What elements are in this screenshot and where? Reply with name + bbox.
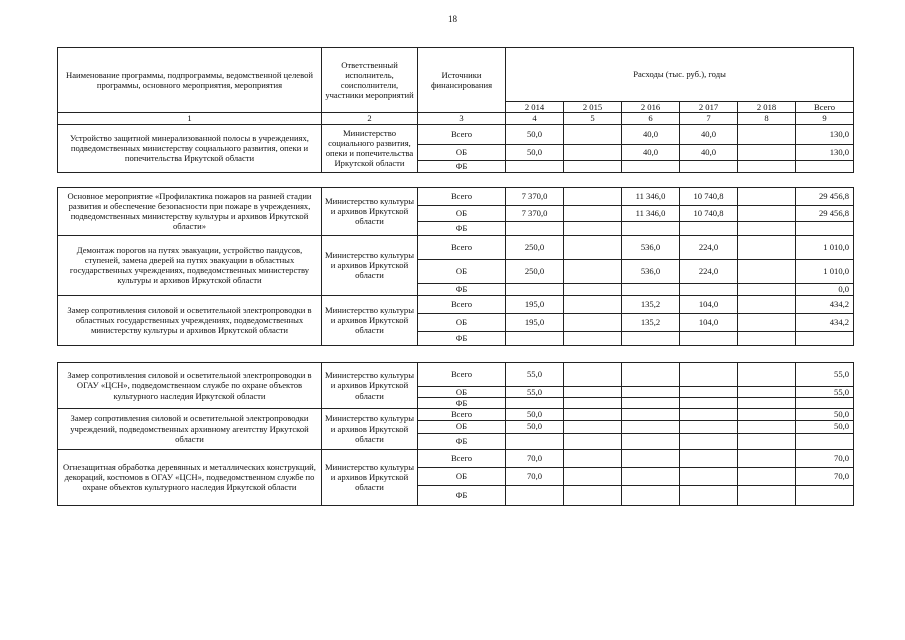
funding-source: ФБ [418, 433, 506, 449]
activity-name: Демонтаж порогов на путях эвакуации, устройство пандусов, ступеней, замена дверей на путях эвакуации в областных государственных учреждениях, подведомственных министерству культуры и архивов Иркутской области [58, 235, 322, 295]
total-value [796, 485, 854, 505]
year-value [738, 485, 796, 505]
spacer-cell [58, 172, 854, 187]
year-value [622, 449, 680, 467]
total-value: 70,0 [796, 449, 854, 467]
year-value [622, 160, 680, 172]
table-row [58, 235, 854, 259]
year-value [738, 449, 796, 467]
header-year: 2 014 [506, 102, 564, 113]
year-value: 135,2 [622, 313, 680, 331]
year-value [680, 397, 738, 408]
year-value [680, 449, 738, 467]
funding-source: ОБ [418, 420, 506, 433]
year-value: 50,0 [506, 420, 564, 433]
year-value [738, 221, 796, 235]
column-number: 4 [506, 113, 564, 124]
total-value [796, 331, 854, 345]
year-value [738, 205, 796, 221]
total-value: 55,0 [796, 362, 854, 386]
year-value: 7 370,0 [506, 187, 564, 205]
year-value: 224,0 [680, 259, 738, 283]
column-number: 3 [418, 113, 506, 124]
year-value: 50,0 [506, 409, 564, 420]
header-year: 2 018 [738, 102, 796, 113]
funding-source: ФБ [418, 160, 506, 172]
year-value [738, 160, 796, 172]
year-value [564, 467, 622, 485]
year-value [680, 331, 738, 345]
funding-source: Всего [418, 409, 506, 420]
year-value [564, 386, 622, 397]
budget-table [57, 47, 854, 506]
funding-source: Всего [418, 362, 506, 386]
year-value: 195,0 [506, 295, 564, 313]
activity-name: Замер сопротивления силовой и осветительной электропроводки в ОГАУ «ЦСН», подведомственном службе по охране объектов культурного наследия Иркутской области [58, 362, 322, 409]
total-value: 434,2 [796, 313, 854, 331]
year-value [622, 467, 680, 485]
year-value [738, 467, 796, 485]
year-value [680, 420, 738, 433]
year-value [680, 160, 738, 172]
year-value [622, 362, 680, 386]
year-value [738, 283, 796, 295]
table-row [58, 187, 854, 205]
year-value [738, 295, 796, 313]
funding-source: Всего [418, 124, 506, 144]
year-value [738, 259, 796, 283]
header-year: 2 016 [622, 102, 680, 113]
responsible-executor: Министерство культуры и архивов Иркутской области [322, 449, 418, 505]
year-value [738, 144, 796, 160]
year-value [622, 485, 680, 505]
year-value [622, 409, 680, 420]
year-value: 40,0 [622, 124, 680, 144]
year-value: 10 740,8 [680, 205, 738, 221]
year-value: 536,0 [622, 259, 680, 283]
total-value: 130,0 [796, 144, 854, 160]
year-value [622, 221, 680, 235]
funding-source: Всего [418, 187, 506, 205]
funding-source: ФБ [418, 331, 506, 345]
responsible-executor: Министерство культуры и архивов Иркутской области [322, 187, 418, 235]
header-year: 2 015 [564, 102, 622, 113]
column-number: 7 [680, 113, 738, 124]
year-value [564, 409, 622, 420]
funding-source: Всего [418, 295, 506, 313]
responsible-executor: Министерство культуры и архивов Иркутской области [322, 295, 418, 345]
funding-source: ОБ [418, 205, 506, 221]
total-value [796, 433, 854, 449]
responsible-executor: Министерство социального развития, опеки и попечительства Иркутской области [322, 124, 418, 172]
year-value [506, 160, 564, 172]
total-value: 29 456,8 [796, 205, 854, 221]
header-responsible: Ответственный исполнитель, соисполнители, участники мероприятий [322, 48, 418, 113]
year-value [564, 449, 622, 467]
year-value: 250,0 [506, 259, 564, 283]
year-value [622, 283, 680, 295]
year-value [738, 187, 796, 205]
year-value: 55,0 [506, 386, 564, 397]
total-value: 130,0 [796, 124, 854, 144]
responsible-executor: Министерство культуры и архивов Иркутской области [322, 409, 418, 449]
column-number: 8 [738, 113, 796, 124]
block-spacer [58, 345, 854, 362]
year-value [506, 221, 564, 235]
year-value: 55,0 [506, 362, 564, 386]
funding-source: ОБ [418, 144, 506, 160]
funding-source: ФБ [418, 221, 506, 235]
total-value: 70,0 [796, 467, 854, 485]
funding-source: ОБ [418, 259, 506, 283]
year-value: 70,0 [506, 467, 564, 485]
year-value: 40,0 [680, 124, 738, 144]
year-value [680, 283, 738, 295]
funding-source: ОБ [418, 313, 506, 331]
table-row [58, 295, 854, 313]
year-value [506, 283, 564, 295]
total-value: 1 010,0 [796, 259, 854, 283]
column-number: 6 [622, 113, 680, 124]
total-value: 50,0 [796, 420, 854, 433]
year-value [738, 409, 796, 420]
header-source: Источники финансирования [418, 48, 506, 113]
year-value [738, 433, 796, 449]
year-value [738, 313, 796, 331]
year-value [738, 124, 796, 144]
year-value [506, 397, 564, 408]
activity-name: Устройство защитной минерализованной полосы в учреждениях, подведомственных министерству социального развития, опеки и попечительства Иркутской области [58, 124, 322, 172]
year-value: 40,0 [680, 144, 738, 160]
year-value: 10 740,8 [680, 187, 738, 205]
table-header [58, 48, 854, 125]
total-value: 29 456,8 [796, 187, 854, 205]
header-name: Наименование программы, подпрограммы, ведомственной целевой программы, основного мероприятия, мероприятия [58, 48, 322, 113]
year-value [506, 485, 564, 505]
year-value: 40,0 [622, 144, 680, 160]
header-expenses: Расходы (тыс. руб.), годы [506, 48, 854, 102]
year-value: 195,0 [506, 313, 564, 331]
year-value [738, 235, 796, 259]
year-value [564, 235, 622, 259]
total-value: 1 010,0 [796, 235, 854, 259]
table-row [58, 409, 854, 420]
year-value [738, 397, 796, 408]
year-value [564, 124, 622, 144]
year-value: 11 346,0 [622, 187, 680, 205]
year-value: 135,2 [622, 295, 680, 313]
year-value: 104,0 [680, 295, 738, 313]
activity-name: Огнезащитная обработка деревянных и металлических конструкций, декораций, костюмов в ОГАУ «ЦСН», подведомственном службе по охране объектов культурного наследия Иркутской области [58, 449, 322, 505]
column-number: 2 [322, 113, 418, 124]
year-value [738, 331, 796, 345]
year-value [680, 467, 738, 485]
year-value [564, 420, 622, 433]
year-value [564, 397, 622, 408]
total-value: 50,0 [796, 409, 854, 420]
year-value [564, 221, 622, 235]
header-total: Всего [796, 102, 854, 113]
funding-source: ФБ [418, 397, 506, 408]
year-value [622, 331, 680, 345]
year-value: 250,0 [506, 235, 564, 259]
activity-name: Замер сопротивления силовой и осветительной электропроводки в областных государственных учреждениях, подведомственных министерству культуры и архивов Иркутской области [58, 295, 322, 345]
year-value [564, 362, 622, 386]
year-value [564, 205, 622, 221]
year-value [622, 386, 680, 397]
column-number: 5 [564, 113, 622, 124]
total-value: 434,2 [796, 295, 854, 313]
year-value [622, 397, 680, 408]
year-value: 50,0 [506, 124, 564, 144]
year-value [680, 433, 738, 449]
year-value [564, 331, 622, 345]
table-row [58, 362, 854, 386]
year-value: 7 370,0 [506, 205, 564, 221]
funding-source: ФБ [418, 283, 506, 295]
page-number: 18 [448, 14, 457, 24]
year-value [738, 420, 796, 433]
year-value [680, 409, 738, 420]
total-value [796, 221, 854, 235]
year-value [506, 433, 564, 449]
block-spacer [58, 172, 854, 187]
total-value [796, 160, 854, 172]
responsible-executor: Министерство культуры и архивов Иркутской области [322, 235, 418, 295]
spacer-cell [58, 345, 854, 362]
year-value [680, 362, 738, 386]
funding-source: Всего [418, 449, 506, 467]
year-value [564, 313, 622, 331]
column-numbers-row [58, 113, 854, 124]
year-value [564, 187, 622, 205]
year-value [622, 420, 680, 433]
year-value [564, 295, 622, 313]
year-value [680, 386, 738, 397]
header-year: 2 017 [680, 102, 738, 113]
year-value: 11 346,0 [622, 205, 680, 221]
column-number: 1 [58, 113, 322, 124]
year-value [564, 283, 622, 295]
funding-source: ФБ [418, 485, 506, 505]
year-value [680, 221, 738, 235]
funding-source: Всего [418, 235, 506, 259]
year-value [564, 259, 622, 283]
year-value [564, 160, 622, 172]
activity-name: Основное мероприятие «Профилактика пожаров на ранней стадии развития и обеспечение безопасности при пожаре в учреждениях, подведомственных министерству культуры и архивов Иркутской области» [58, 187, 322, 235]
table-row [58, 124, 854, 144]
table-row [58, 449, 854, 467]
year-value [564, 144, 622, 160]
year-value [738, 386, 796, 397]
year-value: 224,0 [680, 235, 738, 259]
year-value: 70,0 [506, 449, 564, 467]
funding-source: ОБ [418, 386, 506, 397]
year-value: 50,0 [506, 144, 564, 160]
year-value [564, 485, 622, 505]
responsible-executor: Министерство культуры и архивов Иркутской области [322, 362, 418, 409]
year-value: 104,0 [680, 313, 738, 331]
year-value [506, 331, 564, 345]
funding-source: ОБ [418, 467, 506, 485]
total-value [796, 397, 854, 408]
total-value: 0,0 [796, 283, 854, 295]
year-value [738, 362, 796, 386]
column-number: 9 [796, 113, 854, 124]
year-value: 536,0 [622, 235, 680, 259]
activity-name: Замер сопротивления силовой и осветительной электропроводки учреждений, подведомственных архивному агентству Иркутской области [58, 409, 322, 449]
year-value [680, 485, 738, 505]
year-value [622, 433, 680, 449]
year-value [564, 433, 622, 449]
table-body [58, 124, 854, 505]
total-value: 55,0 [796, 386, 854, 397]
